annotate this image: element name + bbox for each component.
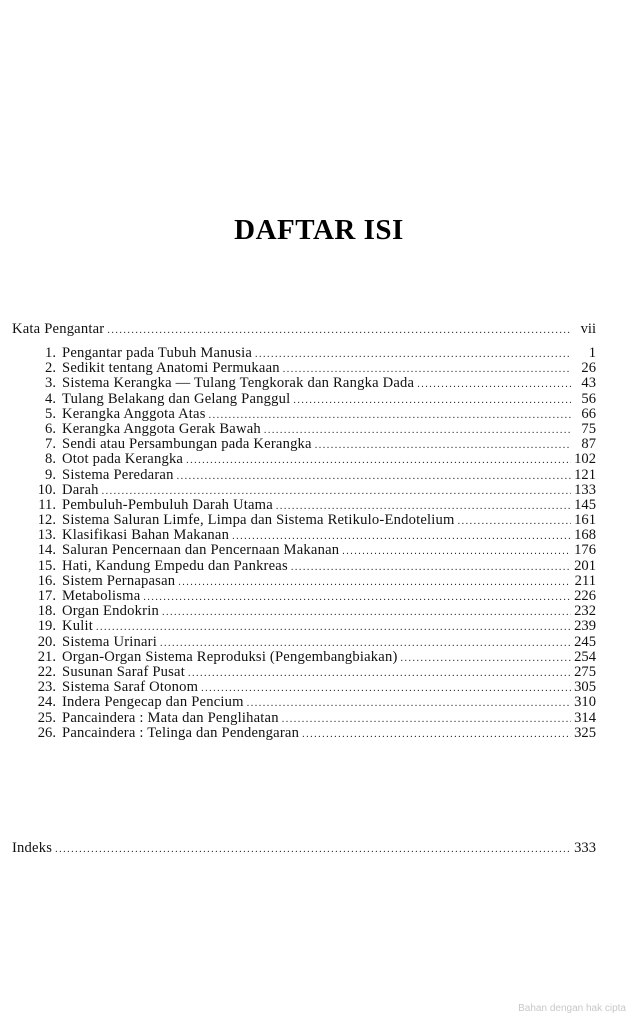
toc-entry-label: Sistema Kerangka — Tulang Tengkorak dan Rangka Dada [62,375,415,392]
toc-entry-label: Sistema Urinari [62,633,158,650]
toc-leader-dots [315,438,571,453]
toc-entry [24,680,596,695]
toc-entry-page: 43 [581,375,596,392]
toc-entry [24,346,596,361]
toc-entry-label: Saluran Pencernaan dan Pencernaan Makanan [62,542,340,559]
toc-entry-number: 7. [45,436,56,453]
toc-entry-page: vii [580,321,596,337]
toc-entry-page: 211 [574,572,596,589]
toc-leader-dots [143,590,571,605]
page-title: DAFTAR ISI [234,214,404,246]
toc-entry-page: 121 [574,466,596,483]
toc-entry-label: Kerangka Anggota Gerak Bawah [62,420,261,437]
toc-entry-label: Otot pada Kerangka [62,451,184,468]
toc-entry-number: 5. [45,405,56,422]
toc-entry [24,619,596,634]
toc-leader-dots [201,681,571,696]
toc-entry-page: 325 [574,724,596,741]
toc-entry-label: Hati, Kandung Empedu dan Pankreas [62,557,288,574]
toc-entry [24,711,596,726]
toc-entry-page: 310 [574,694,596,711]
toc-entry [24,695,596,710]
toc-leader-dots [162,605,571,620]
toc-entry-number: 11. [38,496,56,513]
toc-entry [24,483,596,498]
toc-entry-page: 275 [574,663,596,680]
toc-entry-label: Metabolisma [62,588,141,604]
toc-entry-page: 26 [581,360,596,377]
toc-chapter-list [24,346,596,741]
toc-leader-dots [302,727,571,742]
toc-entry [24,392,596,407]
toc-entry-label: Sistem Pernapasan [62,572,176,589]
toc-leader-dots [282,712,571,727]
toc-entry-number: 3. [45,375,56,392]
toc-entry [24,635,596,650]
toc-entry-label: Pembuluh-Pembuluh Darah Utama [62,496,273,513]
toc-entry [24,726,596,741]
toc-front [12,321,596,337]
toc-leader-dots [401,651,571,666]
toc-entry-page: 1 [588,345,596,361]
toc-entry-page: 239 [574,618,596,635]
toc-leader-dots [291,560,571,575]
toc-entry-page: 75 [581,420,596,437]
toc-entry [24,559,596,574]
toc-entry [24,422,596,437]
toc-entry-number: 16. [37,572,56,589]
toc-entry [24,574,596,589]
toc-entry [24,543,596,558]
toc-entry-label: Sistema Saluran Limfe, Limpa dan Sistema Retikulo-Endotelium [62,512,455,529]
toc-leader-dots [255,347,571,362]
toc-entry-number: 22. [37,663,56,680]
toc-entry-page: 56 [581,390,596,407]
toc-leader-dots [188,666,571,681]
toc-entry-page: 176 [574,542,596,559]
toc-entry-label: Klasifikasi Bahan Makanan [62,527,230,544]
toc-entry-label: Pancaindera : Mata dan Penglihatan [62,709,279,726]
toc-entry-number: 19. [37,618,56,635]
toc-leader-dots [186,453,571,468]
toc-entry-label: Sistema Peredaran [62,466,174,483]
toc-entry-number: 6. [45,420,56,437]
toc-entry-page: 201 [574,557,596,574]
toc-entry-number: 1. [45,345,56,361]
toc-leader-dots [458,514,571,529]
toc-entry [24,376,596,391]
toc-entry-page: 87 [581,436,596,453]
toc-entry-number: 2. [45,360,56,377]
toc-entry-kata-pengantar [12,321,596,337]
toc-entry-number: 17. [37,588,56,604]
toc-entry-label: Susunan Saraf Pusat [62,663,185,680]
toc-leader-dots [417,377,571,392]
toc-entry-number: 15. [37,557,56,574]
toc-entry-number: 10. [37,481,56,498]
toc-entry-label: Organ-Organ Sistema Reproduksi (Pengembangbiakan) [62,648,398,665]
toc-entry-label: Pengantar pada Tubuh Manusia [62,345,253,361]
toc-leader-dots [107,323,571,338]
toc-entry [24,468,596,483]
toc-entry-page: 254 [574,648,596,665]
toc-entry-number: 9. [45,466,56,483]
toc-entry-number: 20. [37,633,56,650]
toc-entry [24,604,596,619]
toc-entry-label: Kerangka Anggota Atas [62,405,206,422]
toc-leader-dots [342,544,571,559]
toc-entry-indeks [12,840,596,856]
toc-entry-number: 24. [37,694,56,711]
toc-entry-page: 245 [574,633,596,650]
toc-entry-page: 314 [574,709,596,726]
toc-entry-number: 26. [37,724,56,741]
toc-entry [24,498,596,513]
toc-entry-label: Pancaindera : Telinga dan Pendengaran [62,724,300,741]
toc-entry-label: Sendi atau Persambungan pada Kerangka [62,436,312,453]
copyright-watermark: Bahan dengan hak cipta [518,1003,626,1014]
toc-leader-dots [178,575,571,590]
toc-entry-number: 4. [45,390,56,407]
toc-entry-label: Kata Pengantar [12,321,105,337]
toc-entry-number: 13. [37,527,56,544]
toc-entry-page: 168 [574,527,596,544]
toc-entry [24,407,596,422]
toc-entry [24,361,596,376]
toc-entry-label: Indeks [12,840,53,856]
toc-entry-number: 14. [37,542,56,559]
toc-entry [24,665,596,680]
toc-entry [24,650,596,665]
toc-leader-dots [55,842,571,857]
toc-back [12,840,596,856]
toc-entry-page: 232 [574,603,596,620]
toc-entry-label: Sistema Saraf Otonom [62,679,199,696]
toc-entry-page: 305 [574,679,596,696]
toc-entry [24,528,596,543]
toc-entry-number: 18. [37,603,56,620]
toc-entry [24,452,596,467]
toc-entry-label: Organ Endokrin [62,603,159,620]
toc-leader-dots [209,408,571,423]
toc-entry-label: Sedikit tentang Anatomi Permukaan [62,360,280,377]
toc-entry [24,513,596,528]
toc-entry-label: Tulang Belakang dan Gelang Panggul [62,390,291,407]
toc-leader-dots [177,469,571,484]
toc-leader-dots [96,620,571,635]
toc-entry-label: Kulit [62,618,93,635]
toc-entry-label: Darah [62,481,99,498]
toc-entry-page: 161 [574,512,596,529]
toc-entry-page: 102 [574,451,596,468]
toc-entry-page: 333 [574,840,596,856]
toc-entry-number: 23. [37,679,56,696]
toc-entry-number: 21. [37,648,56,665]
toc-entry-number: 25. [37,709,56,726]
toc-entry [24,589,596,604]
toc-entry-number: 12. [37,512,56,529]
toc-leader-dots [293,393,571,408]
toc-entry-page: 133 [574,481,596,498]
toc-entry [24,437,596,452]
toc-entry-number: 8. [45,451,56,468]
toc-leader-dots [247,696,571,711]
toc-entry-page: 145 [574,496,596,513]
toc-entry-page: 66 [581,405,596,422]
toc-entry-label: Indera Pengecap dan Pencium [62,694,244,711]
toc-entry-page: 226 [574,588,596,604]
